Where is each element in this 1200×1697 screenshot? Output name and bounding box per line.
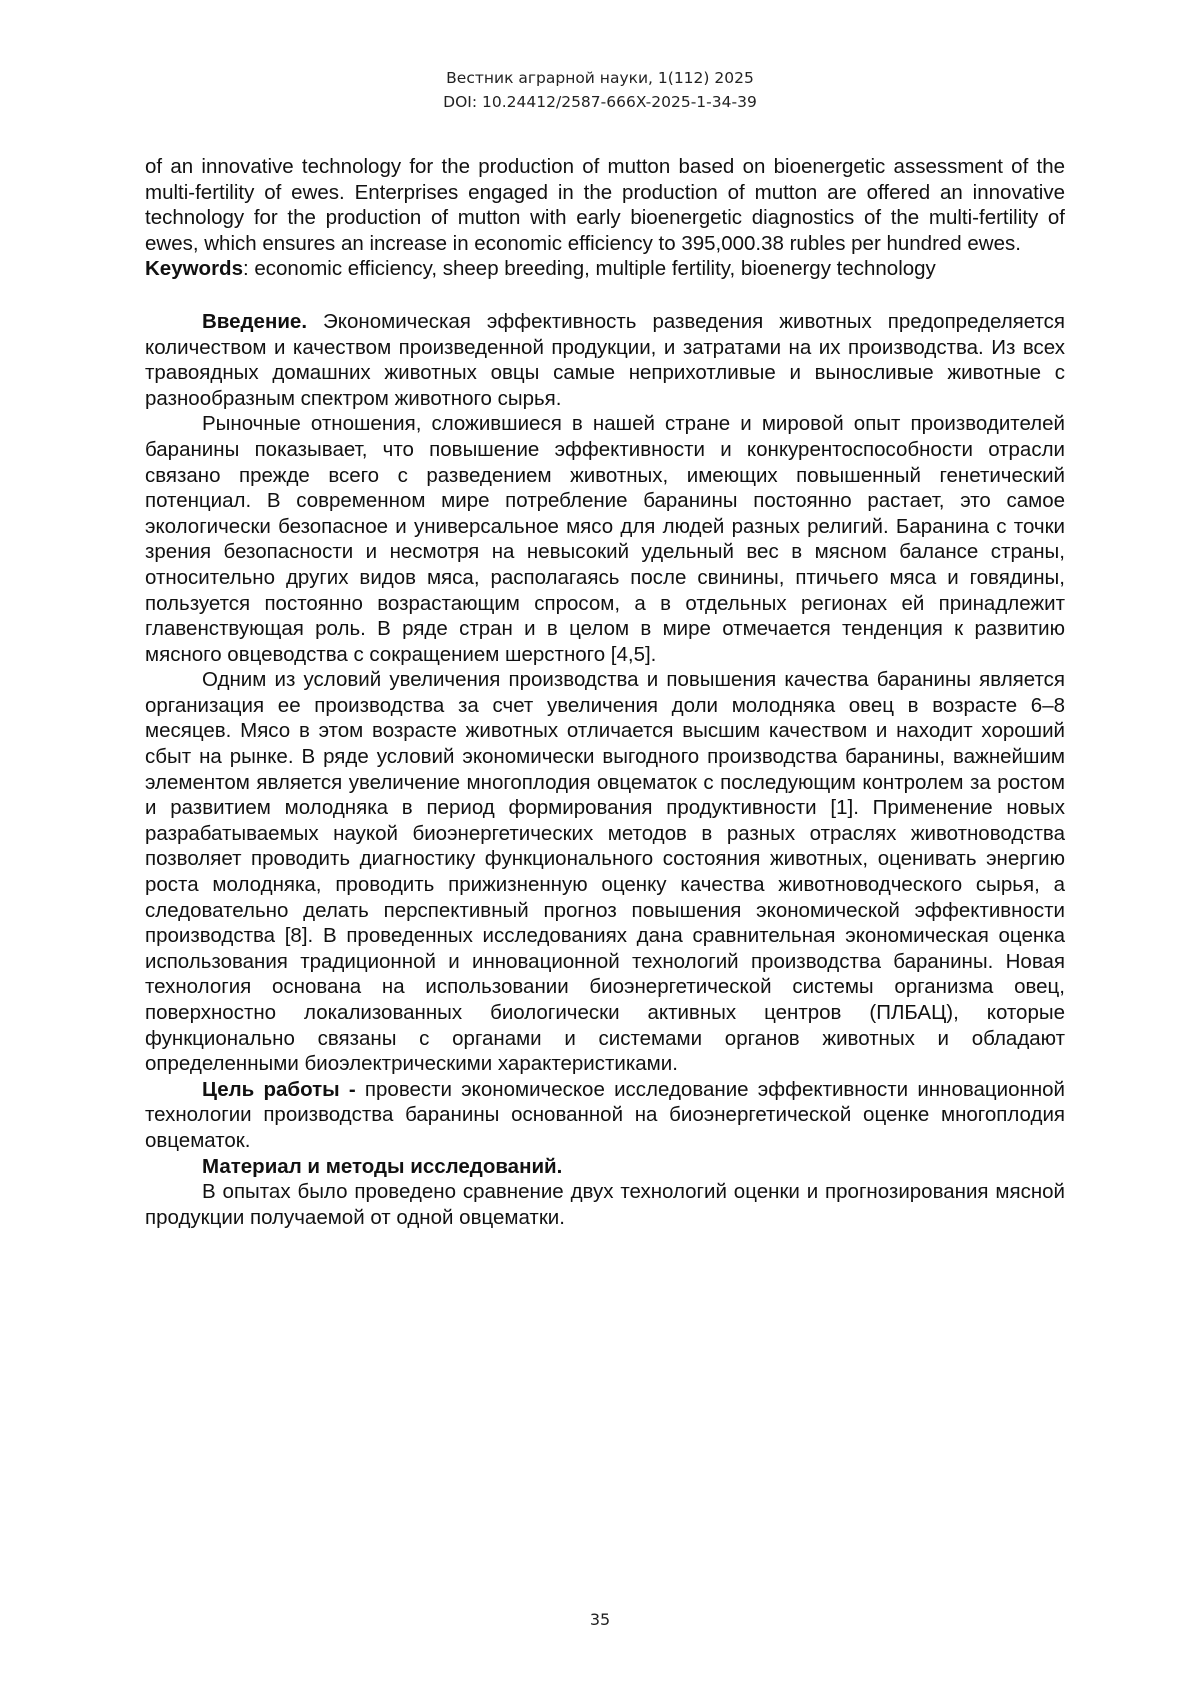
- page-number: 35: [589, 1610, 611, 1629]
- paragraph-market: Рыночные отношения, сложившиеся в нашей стране и мировой опыт производителей баранины показывает, что повышение эффективности и конкурентоспособности отрасли связано прежде всего с разведением животных, имеющих повышенный генетический потенциал. В современном мире потребление баранины постоянно растает, это самое экологически безопасное и универсальное мясо для людей разных религий. Баранина с точки зрения безопасности и несмотря на невысокий удельный вес в мясном балансе страны, относительно других видов мяса, располагаясь после свинины, птичьего мяса и говядины, пользуется постоянно возрастающим спросом, а в отдельных регионах ей принадлежит главенствующая роль. В ряде стран и в целом в мире отмечается тенденция к развитию мясного овцеводства с сокращением шерстного [4,5].: [145, 412, 1065, 666]
- journal-title: Вестник аграрной науки, 1(112) 2025: [446, 69, 754, 87]
- journal-header: [0, 66, 1200, 114]
- doi: DOI: 10.24412/2587-666X-2025-1-34-39: [443, 93, 757, 111]
- keywords-label: Keywords: [145, 257, 243, 281]
- keywords: [145, 256, 1065, 282]
- methods-heading: Материал и методы исследований.: [202, 1154, 563, 1178]
- abstract: [145, 154, 1065, 282]
- main-text: [145, 309, 1065, 1230]
- intro-label: Введение.: [202, 309, 308, 333]
- methods-paragraph: В опытах было проведено сравнение двух технологий оценки и прогнозирования мясной продукции получаемой от одной овцематки.: [145, 1180, 1065, 1229]
- goal-label: Цель работы -: [202, 1077, 356, 1101]
- page-body: [145, 154, 1065, 1230]
- intro-paragraph: Введение. Экономическая эффективность разведения животных предопределяется количеством и качеством произведенной продукции, и затратами на их производства. Из всех травоядных домашних животных овцы самые неприхотливые и выносливые животные с разнообразным спектром животного сырья.: [145, 309, 1065, 410]
- keywords-text: : economic efficiency, sheep breeding, multiple fertility, bioenergy technology: [242, 257, 936, 281]
- goal-paragraph: Цель работы - провести экономическое исследование эффективности инновационной технологии производства баранины основанной на биоэнергетической оценке многоплодия овцематок.: [145, 1077, 1065, 1152]
- paragraph-conditions: Одним из условий увеличения производства и повышения качества баранины является организация ее производства за счет увеличения доли молодняка овец в возрасте 6–8 месяцев. Мясо в этом возрасте животных отличается высшим качеством и находит хороший сбыт на рынке. В ряде условий экономически выгодного производства баранины, важнейшим элементом является увеличение многоплодия овцематок с последующим контролем за ростом и развитием молодняка в период формирования продуктивности [1]. Применение новых разрабатываемых наукой биоэнергетических методов в разных отраслях животноводства позволяет проводить диагностику функционального состояния животных, оценивать энергию роста молодняка, проводить прижизненную оценку качества животноводческого сырья, а следовательно делать перспективный прогноз повышения экономической эффективности производства [8]. В проведенных исследованиях дана сравнительная экономическая оценка использования традиционной и инновационной технологий производства баранины. Новая технология основана на использовании биоэнергетической системы организма овец, поверхностно локализованных биологически активных центров (ПЛБАЦ), которые функционально связаны с органами и системами органов животных и обладают определенными биоэлектрическими характеристиками.: [145, 668, 1065, 1076]
- abstract-text: of an innovative technology for the production of mutton based on bioenergetic assessment of the multi-fertility of ewes. Enterprises engaged in the production of mutton are offered an innovative technology for the production of mutton with early bioenergetic diagnostics of the multi-fertility of ewes, which ensures an increase in economic efficiency to 395,000.38 rubles per hundred ewes.: [145, 155, 1065, 255]
